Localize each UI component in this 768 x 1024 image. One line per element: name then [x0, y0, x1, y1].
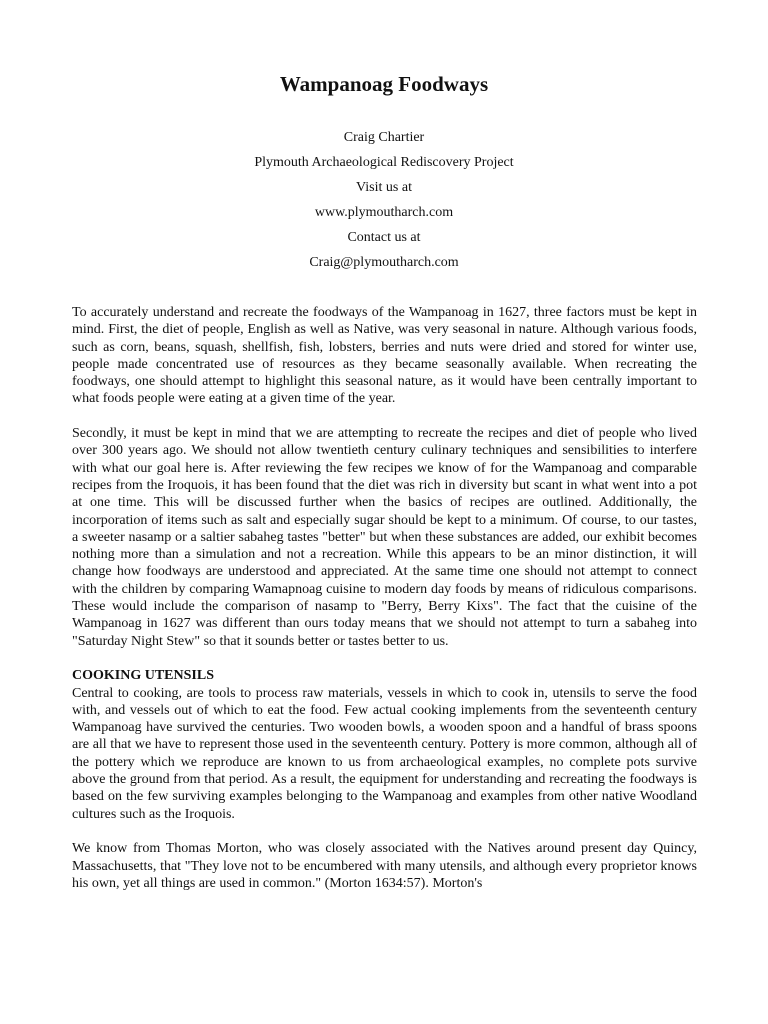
body-paragraph-morton: We know from Thomas Morton, who was closely associated with the Natives around present day Quincy, Massachusetts, that "They love not to be encumbered with many utensils, and although every proprietor knows his own, yet all things are used in common." (Morton 1634:57). Morton's — [72, 841, 697, 891]
author-name: Craig Chartier — [343, 130, 425, 145]
section-paragraph: Central to cooking, are tools to process raw materials, vessels in which to cook in, utensils to serve the food with, and vessels out of which to eat the food. Few actual cooking implements from the seventeenth century Wampanoag have survived the centuries. Two wooden bowls, a wooden spoon and a handful of brass spoons are all that we have to represent those used in the seventeenth century. Pottery is more common, although all of the pottery which we reproduce are known to us from archaeological examples, no complete pots survive above the ground from that period. As a result, the equipment for understanding and recreating the foodways is based on the few surviving examples belonging to the Wampanoag and examples from other native Woodland cultures such as the Iroquois. — [72, 685, 697, 822]
document-title: Wampanoag Foodways — [279, 72, 489, 96]
contact-label: Contact us at — [347, 230, 421, 245]
body-paragraph-intro: To accurately understand and recreate the foodways of the Wampanoag in 1627, three factors must be kept in mind. First, the diet of people, English as well as Native, was very seasonal in nature. Although various foods, such as corn, beans, squash, shellfish, fish, lobsters, berries and nuts were dried and stored for winter use, people made concentrated use of resources as they became seasonally available. When recreating the foodways, one should attempt to highlight this seasonal nature, as it would have been centrally important to what foods people were eating at a given time of the year. — [72, 305, 697, 407]
section-heading: COOKING UTENSILS — [72, 668, 214, 684]
organization-name: Plymouth Archaeological Rediscovery Project — [254, 155, 514, 170]
email-text: Craig@plymoutharch.com — [309, 255, 459, 270]
website-text: www.plymoutharch.com — [314, 205, 454, 220]
body-paragraph-secondly: Secondly, it must be kept in mind that we are attempting to recreate the recipes and diet of people who lived over 300 years ago. We should not allow twentieth century culinary techniques and sensibilities to interfere with what our goal here is. After reviewing the few recipes we know of for the Wampanoag and comparable recipes from the Iroquois, it has been found that the diet was rich in diversity but scant in what went into a pot at one time. This will be discussed further when the basics of recipes are outlined. Additionally, the incorporation of items such as salt and especially sugar should be kept to a minimum. Of course, to our tastes, a sweeter nasamp or a saltier sabaheg tastes "better" but when these substances are added, our exhibit becomes nothing more than a simulation and not a recreation. While this appears to be an minor distinction, it will change how foodways are understood and appreciated. At the same time one should not attempt to connect with the children by comparing Wamapnoag cuisine to modern day foods by means of ridiculous comparisons. These would include the comparison of nasamp to "Berry, Berry Kixs". The fact that the cuisine of the Wampanoag in 1627 was different than ours today means that we should not attempt to turn a sabaheg into "Saturday Night Stew" so that it sounds better or tastes better to us. — [72, 426, 697, 649]
author-info — [0, 127, 768, 277]
visit-label: Visit us at — [356, 180, 412, 195]
cooking-utensils-section — [72, 667, 697, 823]
document-body — [72, 304, 697, 909]
